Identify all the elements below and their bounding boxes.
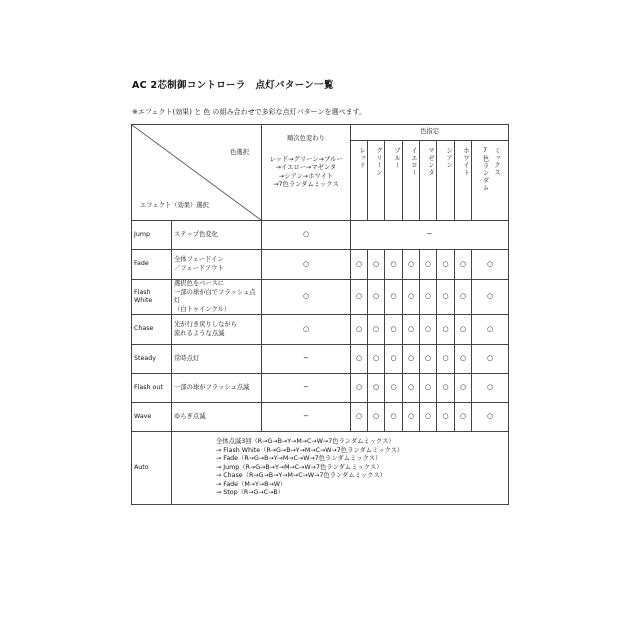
sequential-line: →シアン→ホワイト — [278, 172, 334, 180]
effect-name: Wave — [132, 403, 172, 432]
auto-line: → Jump（R→G→B→Y→M→C→W→7色ランダムミックス） — [216, 463, 383, 471]
page-title: AC 2芯制御コントローラ 点灯パターン一覧 — [132, 80, 334, 91]
sequential-title: 順次色変わり — [287, 135, 325, 142]
mix-header-cell — [472, 141, 509, 221]
description-line: 一部の球が白でフラッシュ点灯 — [174, 288, 256, 304]
color-header: 7色ランダム — [481, 147, 489, 192]
color-cell: ○ — [368, 280, 385, 315]
color-cell: ○ — [385, 374, 403, 403]
sequential-line: レッド→グリーン→ブルー — [269, 155, 343, 163]
auto-line: → Stop（R→G→C→B） — [216, 489, 284, 497]
effect-description — [172, 403, 262, 432]
table-row — [132, 345, 509, 374]
description-line: 光が行き戻りしながら — [174, 321, 237, 328]
color-span-cell: − — [351, 221, 509, 250]
color-cell: ○ — [351, 280, 368, 315]
description-line: 選択色をベースに — [174, 280, 225, 287]
color-cell: ○ — [385, 345, 403, 374]
sequential-header — [262, 125, 351, 221]
table-row-auto — [132, 432, 509, 505]
color-cell: ○ — [472, 403, 509, 432]
color-cell: ○ — [351, 345, 368, 374]
sequential-cell: − — [262, 403, 351, 432]
color-cell: ○ — [403, 374, 420, 403]
effect-description — [172, 345, 262, 374]
color-cell: ○ — [455, 315, 472, 345]
color-cell: ○ — [385, 315, 403, 345]
color-cell: ○ — [368, 315, 385, 345]
color-cell: ○ — [420, 374, 437, 403]
color-cell: ○ — [420, 250, 437, 280]
color-cell: ○ — [368, 403, 385, 432]
color-cell: ○ — [455, 280, 472, 315]
color-cell: ○ — [385, 250, 403, 280]
color-cell: ○ — [472, 315, 509, 345]
effect-description — [172, 315, 262, 345]
header-corner-cell — [132, 125, 262, 221]
color-cell: ○ — [420, 345, 437, 374]
table-row — [132, 315, 509, 345]
description-line: （白トゥインクル） — [174, 305, 231, 313]
color-cell: ○ — [368, 250, 385, 280]
description-line: 常時点灯 — [174, 354, 200, 362]
auto-line: → Fade（M→Y→B→W） — [216, 480, 287, 488]
color-cell: ○ — [403, 315, 420, 345]
color-header: グリーン — [368, 141, 385, 221]
color-cell: ○ — [455, 403, 472, 432]
auto-line: → Chase（R→G→B→Y→M→C→W→7色ランダムミックス） — [216, 472, 386, 480]
color-cell: ○ — [403, 280, 420, 315]
effect-name: Flash White — [132, 280, 172, 315]
color-cell: ○ — [437, 280, 455, 315]
color-cell: ○ — [403, 250, 420, 280]
sequential-cell: − — [262, 345, 351, 374]
effect-name: Auto — [132, 432, 172, 505]
description-line: 流れるような点滅 — [174, 329, 225, 337]
color-cell: ○ — [472, 250, 509, 280]
color-cell: ○ — [351, 315, 368, 345]
color-cell: ○ — [455, 374, 472, 403]
effect-name: Chase — [132, 315, 172, 345]
color-cell: ○ — [472, 345, 509, 374]
auto-sequence — [172, 432, 509, 505]
color-cell: ○ — [420, 280, 437, 315]
description-line: 全体フェードイン — [174, 256, 224, 263]
color-cell: ○ — [472, 374, 509, 403]
sequential-line: →イエロー→マゼンタ — [275, 164, 337, 171]
color-cell: ○ — [351, 250, 368, 280]
auto-line: → Flash White（R→G→B→Y→M→C→W→7色ランダムミックス） — [216, 446, 404, 454]
sequential-cell: ○ — [262, 250, 351, 280]
pattern-table — [131, 124, 509, 505]
color-cell: ○ — [437, 374, 455, 403]
color-cell: ○ — [385, 403, 403, 432]
sequential-cell: − — [262, 374, 351, 403]
effect-name: Jump — [132, 221, 172, 250]
color-cell: ○ — [403, 345, 420, 374]
description-line: 一部の球がフラッシュ点滅 — [174, 383, 250, 391]
color-header: シアン — [437, 141, 455, 221]
table-row — [132, 221, 509, 250]
color-cell: ○ — [420, 403, 437, 432]
color-header: イエロー — [403, 141, 420, 221]
auto-line: 全体点滅3回（R→G→B→Y→M→C→W→7色ランダムミックス） — [216, 438, 395, 446]
description-line: ステップ色変化 — [174, 230, 218, 238]
color-cell: ○ — [351, 374, 368, 403]
color-cell: ○ — [437, 315, 455, 345]
color-header: ブルー — [385, 141, 403, 221]
table-row — [132, 280, 509, 315]
sequential-cell: ○ — [262, 280, 351, 315]
color-cell: ○ — [420, 315, 437, 345]
color-cell: ○ — [351, 403, 368, 432]
color-cell: ○ — [385, 280, 403, 315]
color-cell: ○ — [472, 280, 509, 315]
page-note: ※エフェクト(効果) と 色 の組み合わせで多彩な点灯パターンを選べます。 — [132, 108, 366, 116]
color-cell: ○ — [455, 345, 472, 374]
table-row — [132, 374, 509, 403]
description-line: ゆらぎ点滅 — [174, 412, 206, 420]
color-cell: ○ — [437, 345, 455, 374]
color-cell: ○ — [437, 403, 455, 432]
description-line: ／フェードアウト — [174, 264, 224, 272]
color-header: ミックス — [493, 147, 500, 177]
color-header: レッド — [351, 141, 368, 221]
effect-description — [172, 250, 262, 280]
sequential-cell: ○ — [262, 221, 351, 250]
sequential-cell: ○ — [262, 315, 351, 345]
effect-name: Fade — [132, 250, 172, 280]
color-header: ホワイト — [455, 141, 472, 221]
color-cell: ○ — [403, 403, 420, 432]
color-cell: ○ — [368, 345, 385, 374]
color-cell: ○ — [437, 250, 455, 280]
color-specify-header: 色指定 — [351, 125, 509, 141]
color-select-label: 色選択 — [230, 149, 249, 156]
effect-description — [172, 221, 262, 250]
color-cell: ○ — [455, 250, 472, 280]
effect-name: Flash out — [132, 374, 172, 403]
table-row — [132, 250, 509, 280]
sequential-line: →7色ランダムミックス — [273, 181, 339, 188]
effect-name: Steady — [132, 345, 172, 374]
auto-line: → Fade（R→G→B→Y→M→C→W→7色ランダムミックス） — [216, 455, 382, 463]
table-row — [132, 403, 509, 432]
effect-description — [172, 280, 262, 315]
color-cell: ○ — [368, 374, 385, 403]
effect-description — [172, 374, 262, 403]
effect-select-label: エフェクト（効果）選択 — [140, 201, 209, 209]
color-header: マゼンタ — [420, 141, 437, 221]
